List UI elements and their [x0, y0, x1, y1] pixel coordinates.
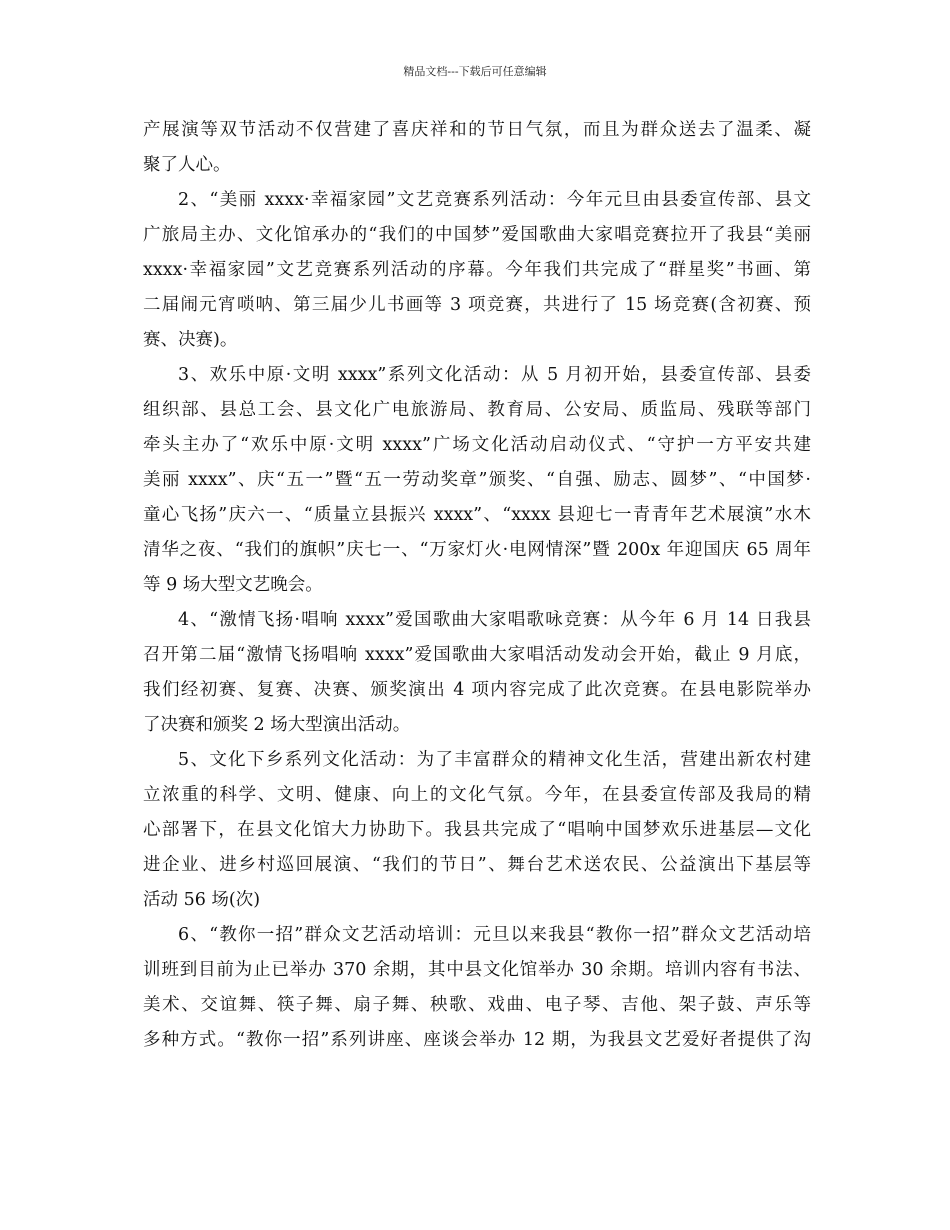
text-line: 清华之夜、“我们的旗帜”庆七一、“万家灯火·电网情深”暨 200x 年迎国庆 65 周年 — [143, 540, 811, 560]
page-header: 精品文档---下载后可任意编辑 — [403, 65, 547, 78]
paragraph — [143, 358, 811, 603]
text-line: 美丽 xxxx”、庆“五一”暨“五一劳动奖章”颁奖、“自强、励志、圆梦”、“中国梦· — [143, 470, 811, 490]
text-line: 2、“美丽 xxxx·幸福家园”文艺竞赛系列活动：今年元旦由县委宣传部、县文 — [178, 190, 811, 210]
text-line: 3、欢乐中原·文明 xxxx”系列文化活动：从 5 月初开始，县委宣传部、县委 — [178, 365, 811, 385]
paragraph — [143, 918, 811, 1058]
document-body — [143, 113, 811, 1058]
paragraph — [143, 113, 811, 183]
text-line: 产展演等双节活动不仅营建了喜庆祥和的节日气氛，而且为群众送去了温柔、凝 — [143, 120, 811, 140]
text-line: 进企业、进乡村巡回展演、“我们的节日”、舞台艺术送农民、公益演出下基层等 — [143, 855, 811, 875]
paragraph — [143, 183, 811, 358]
text-line: 组织部、县总工会、县文化广电旅游局、教育局、公安局、质监局、残联等部门 — [143, 400, 811, 420]
text-line: 活动 56 场(次) — [143, 890, 261, 910]
text-line: 多种方式。“教你一招”系列讲座、座谈会举办 12 期，为我县文艺爱好者提供了沟 — [143, 1030, 811, 1050]
text-line: 牵头主办了“欢乐中原·文明 xxxx”广场文化活动启动仪式、“守护一方平安共建 — [143, 435, 811, 455]
text-line: 6、“教你一招”群众文艺活动培训：元旦以来我县“教你一招”群众文艺活动培 — [178, 925, 811, 945]
text-line: 我们经初赛、复赛、决赛、颁奖演出 4 项内容完成了此次竞赛。在县电影院举办 — [143, 680, 811, 700]
text-line: 聚了人心。 — [143, 155, 231, 175]
text-line: 赛、决赛)。 — [143, 330, 238, 350]
text-line: 广旅局主办、文化馆承办的“我们的中国梦”爱国歌曲大家唱竞赛拉开了我县“美丽 — [143, 225, 811, 245]
text-line: 立浓重的科学、文明、健康、向上的文化气氛。今年，在县委宣传部及我局的精 — [143, 785, 811, 805]
text-line: 童心飞扬”庆六一、“质量立县振兴 xxxx”、“xxxx 县迎七一青青年艺术展演”水木 — [143, 505, 811, 525]
text-line: xxxx·幸福家园”文艺竞赛系列活动的序幕。今年我们共完成了“群星奖”书画、第 — [143, 260, 811, 280]
paragraph — [143, 743, 811, 918]
text-line: 训班到目前为止已举办 370 余期，其中县文化馆举办 30 余期。培训内容有书法、 — [143, 960, 811, 980]
text-line: 美术、交谊舞、筷子舞、扇子舞、秧歌、戏曲、电子琴、吉他、架子鼓、声乐等 — [143, 995, 811, 1015]
text-line: 二届闹元宵唢呐、第三届少儿书画等 3 项竞赛，共进行了 15 场竞赛(含初赛、预 — [143, 295, 811, 315]
text-line: 了决赛和颁奖 2 场大型演出活动。 — [143, 715, 411, 735]
paragraph — [143, 603, 811, 743]
text-line: 召开第二届“激情飞扬唱响 xxxx”爱国歌曲大家唱活动发动会开始，截止 9 月底， — [143, 645, 811, 665]
text-line: 心部署下，在县文化馆大力协助下。我县共完成了“唱响中国梦欢乐进基层—文化 — [143, 820, 811, 840]
text-line: 4、“激情飞扬·唱响 xxxx”爱国歌曲大家唱歌咏竞赛：从今年 6 月 14 日我县 — [178, 610, 811, 630]
text-line: 等 9 场大型文艺晚会。 — [143, 575, 323, 595]
text-line: 5、文化下乡系列文化活动：为了丰富群众的精神文化生活，营建出新农村建 — [178, 750, 811, 770]
